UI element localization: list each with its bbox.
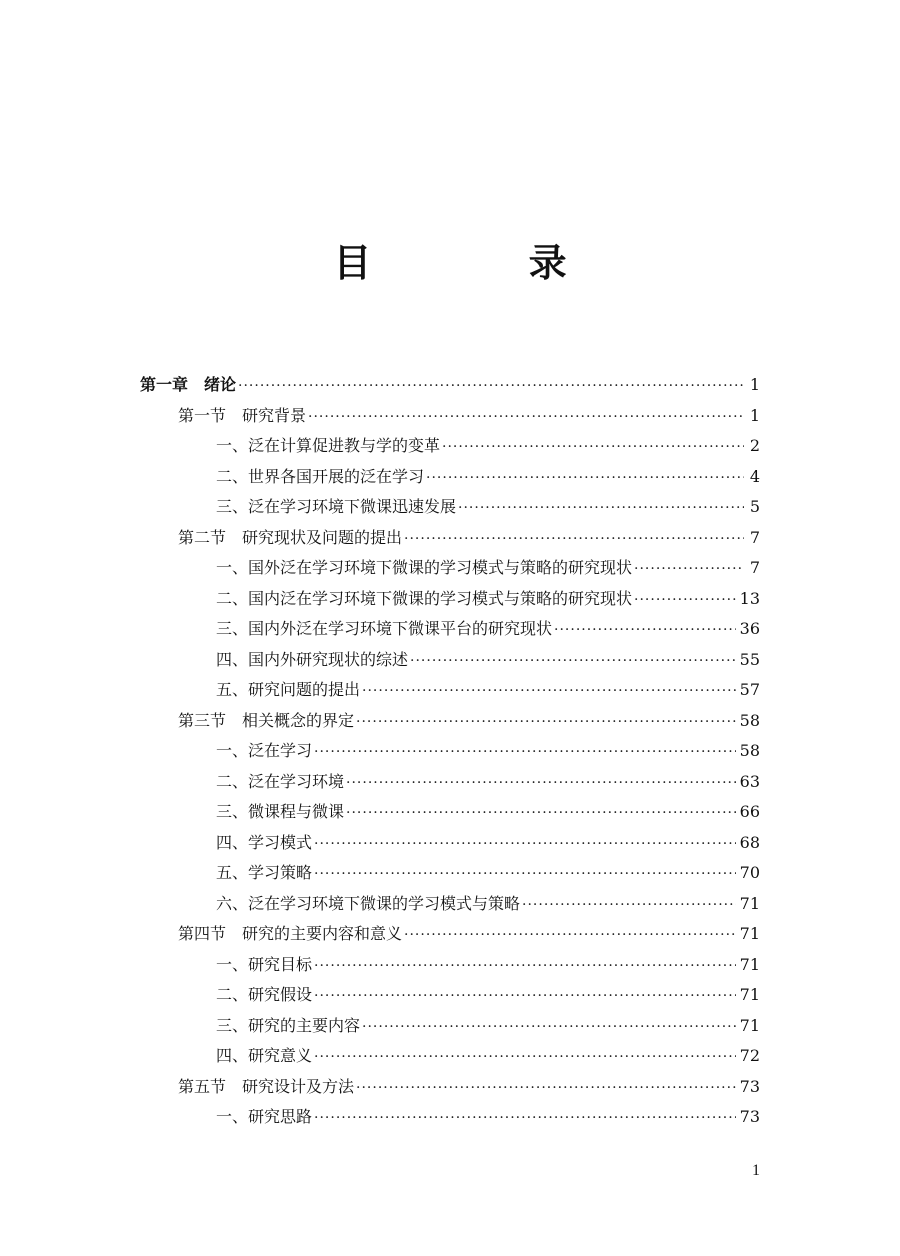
toc-leader-dots — [238, 371, 744, 401]
toc-leader-dots — [362, 676, 736, 706]
toc-entry-title: 三、泛在学习环境下微课迅速发展 — [216, 497, 457, 516]
toc-page-number: 58 — [739, 710, 760, 730]
toc-entry-item[interactable] — [216, 980, 760, 1010]
toc-entry-section[interactable] — [178, 919, 760, 949]
toc-page-number: 71 — [739, 985, 760, 1004]
page-number: 1 — [752, 1162, 760, 1179]
toc-leader-dots — [458, 493, 744, 523]
toc-entry-title: 二、泛在学习环境 — [216, 771, 345, 791]
toc-entry-item[interactable] — [216, 553, 760, 583]
toc-leader-dots — [314, 737, 736, 767]
toc-page-number: 71 — [739, 924, 760, 943]
toc-leader-dots — [314, 859, 736, 889]
toc-entry-title: 一、泛在计算促进教与学的变革 — [216, 436, 441, 455]
toc-entry-title: 四、国内外研究现状的综述 — [216, 649, 409, 669]
toc-entry-title: 第二节 研究现状及问题的提出 — [178, 527, 403, 547]
toc-page-number: 70 — [739, 863, 760, 882]
toc-entry-item[interactable] — [216, 767, 760, 797]
toc-entry-item[interactable] — [216, 797, 760, 827]
toc-page-number: 4 — [749, 466, 760, 486]
toc-entry-chapter[interactable] — [140, 370, 760, 400]
toc-entry-item[interactable] — [216, 614, 760, 644]
toc-page-number: 72 — [739, 1046, 760, 1065]
toc-entry-item[interactable] — [216, 950, 760, 980]
toc-page-number: 66 — [739, 802, 760, 821]
toc-page-number: 71 — [739, 954, 760, 974]
toc-entry-title: 二、国内泛在学习环境下微课的学习模式与策略的研究现状 — [216, 588, 633, 608]
toc-entry-item[interactable] — [216, 858, 760, 888]
toc-leader-dots — [314, 1103, 736, 1133]
toc-entry-title: 一、国外泛在学习环境下微课的学习模式与策略的研究现状 — [216, 558, 633, 577]
toc-page-number: 2 — [749, 436, 760, 455]
toc-entry-title: 三、国内外泛在学习环境下微课平台的研究现状 — [216, 619, 553, 638]
toc-leader-dots — [346, 768, 736, 798]
toc-page-number: 1 — [749, 375, 760, 394]
toc-page-number: 68 — [739, 832, 760, 852]
toc-page-number: 73 — [739, 1107, 760, 1126]
toc-entry-section[interactable] — [178, 401, 760, 431]
toc-entry-title: 五、研究问题的提出 — [216, 680, 361, 699]
toc-entry-title: 第三节 相关概念的界定 — [178, 710, 355, 730]
toc-page-number: 58 — [739, 741, 760, 760]
toc-page-number: 55 — [739, 649, 760, 669]
toc-entry-section[interactable] — [178, 1072, 760, 1102]
toc-leader-dots — [404, 920, 736, 950]
toc-entry-item[interactable] — [216, 1011, 760, 1041]
toc-entry-title: 三、微课程与微课 — [216, 802, 345, 821]
toc-page-number: 5 — [749, 497, 760, 516]
toc-page-number: 63 — [739, 771, 760, 791]
toc-page-number: 7 — [749, 558, 760, 577]
toc-leader-dots — [442, 432, 744, 462]
toc-entry-title: 二、世界各国开展的泛在学习 — [216, 466, 425, 486]
toc-entry-title: 四、学习模式 — [216, 832, 313, 852]
toc-leader-dots — [356, 1073, 736, 1103]
toc-entry-title: 三、研究的主要内容 — [216, 1015, 361, 1035]
toc-leader-dots — [410, 646, 736, 676]
toc-leader-dots — [314, 981, 736, 1011]
toc-entry-item[interactable] — [216, 1041, 760, 1071]
toc-entry-item[interactable] — [216, 736, 760, 766]
toc-leader-dots — [362, 1012, 736, 1042]
page-title: 目 录 — [333, 240, 639, 285]
toc-entry-title: 第一章 绪论 — [140, 375, 237, 394]
toc-page-number: 73 — [739, 1076, 760, 1096]
toc-entry-item[interactable] — [216, 889, 760, 919]
toc-entry-title: 一、研究思路 — [216, 1107, 313, 1126]
toc-entry-title: 第五节 研究设计及方法 — [178, 1076, 355, 1096]
toc-leader-dots — [346, 798, 736, 828]
toc-leader-dots — [314, 829, 736, 859]
toc-leader-dots — [554, 615, 736, 645]
toc-leader-dots — [308, 402, 744, 432]
toc-page-number: 57 — [739, 680, 760, 699]
toc-entry-item[interactable] — [216, 462, 760, 492]
toc-page-number: 71 — [739, 1015, 760, 1035]
toc-entry-title: 二、研究假设 — [216, 985, 313, 1004]
toc-entry-title: 第一节 研究背景 — [178, 405, 307, 425]
toc-entry-title: 一、研究目标 — [216, 954, 313, 974]
toc-page-number: 36 — [739, 619, 760, 638]
toc-entry-item[interactable] — [216, 492, 760, 522]
toc-leader-dots — [404, 524, 744, 554]
toc-entry-item[interactable] — [216, 431, 760, 461]
toc-entry-title: 五、学习策略 — [216, 863, 313, 882]
toc-entry-item[interactable] — [216, 584, 760, 614]
toc-entry-item[interactable] — [216, 645, 760, 675]
toc-entry-section[interactable] — [178, 523, 760, 553]
toc-page-number: 1 — [749, 405, 760, 425]
toc-page-number: 7 — [749, 527, 760, 547]
toc-entry-section[interactable] — [178, 706, 760, 736]
toc-entry-item[interactable] — [216, 828, 760, 858]
toc-leader-dots — [634, 554, 744, 584]
toc-entry-title: 一、泛在学习 — [216, 741, 313, 760]
toc-entry-item[interactable] — [216, 1102, 760, 1132]
toc-leader-dots — [522, 890, 736, 920]
toc-leader-dots — [314, 951, 736, 981]
toc-leader-dots — [356, 707, 736, 737]
toc-entry-item[interactable] — [216, 675, 760, 705]
toc-leader-dots — [426, 463, 744, 493]
toc-leader-dots — [314, 1042, 736, 1072]
toc-page-number: 13 — [739, 588, 760, 608]
toc-page-number: 71 — [739, 893, 760, 913]
toc-entry-title: 六、泛在学习环境下微课的学习模式与策略 — [216, 893, 521, 913]
toc-leader-dots — [634, 585, 736, 615]
toc-entry-title: 第四节 研究的主要内容和意义 — [178, 924, 403, 943]
toc-entry-title: 四、研究意义 — [216, 1046, 313, 1065]
